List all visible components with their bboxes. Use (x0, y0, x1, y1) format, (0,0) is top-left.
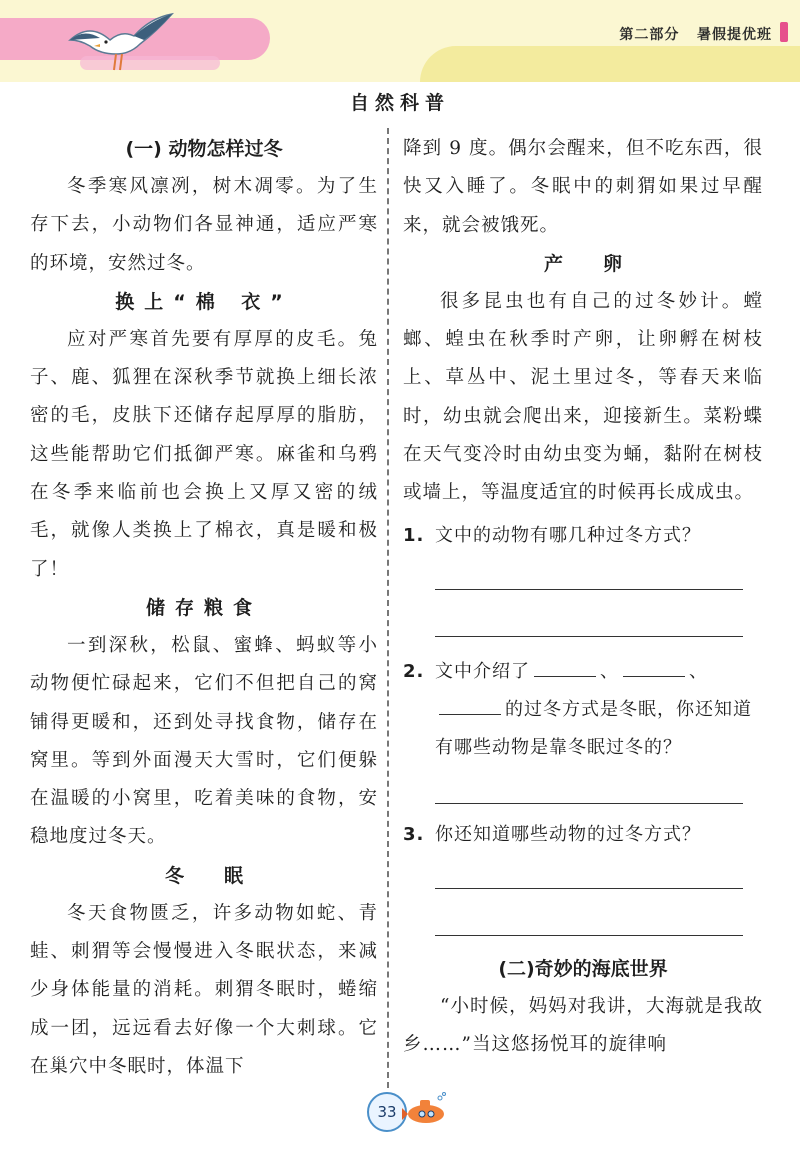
section-title: (一) 动物怎样过冬 (125, 138, 283, 160)
heading-food: 储存粮食 (145, 596, 262, 619)
intro-paragraph: 冬季寒风凛冽，树木凋零。为了生存下去，小动物们各显神通，适应严寒的环境，安然过冬。 (30, 176, 378, 274)
question-text: 你还知道哪些动物的过冬方式？ (435, 823, 701, 845)
decorative-yellow-swash (420, 46, 800, 82)
right-column (403, 130, 763, 1064)
question-number: 2. (403, 660, 425, 682)
question-2 (403, 653, 763, 767)
heading-hibernate: 冬眠 (164, 864, 283, 887)
question-number: 1. (403, 524, 425, 546)
question-text: 文中的动物有哪几种过冬方式？ (435, 524, 701, 546)
question-text-wrapper (435, 653, 763, 767)
question-text: 文中介绍了 (435, 660, 530, 682)
paragraph-continued: 降到 9 度。偶尔会醒来，但不吃东西，很快又入睡了。冬眠中的刺猬如果过早醒来，就会被饿死。 (403, 138, 763, 236)
question-number: 3. (403, 823, 425, 845)
submarine-icon (400, 1092, 448, 1126)
page-number: 33 (367, 1092, 407, 1132)
page-title: 自然科普 (349, 92, 450, 114)
section-title: (二)奇妙的海底世界 (498, 957, 668, 980)
paragraph-food: 一到深秋，松鼠、蜜蜂、蚂蚁等小动物便忙碌起来，它们不但把自己的窝铺得更暖和，还到处寻找食物，储存在窝里。等到外面漫天大雪时，它们便躲在温暖的小窝里，吃着美味的食物，安稳地度过冬天。 (30, 634, 378, 848)
column-divider (387, 128, 389, 1088)
blank-field[interactable] (439, 694, 501, 715)
answer-line[interactable] (435, 935, 743, 936)
left-column (30, 130, 378, 1086)
seagull-icon (60, 10, 180, 80)
paragraph-sea: “小时候，妈妈对我讲，大海就是我故乡……”当这悠扬悦耳的旋律响 (403, 995, 763, 1055)
header-section-label: 第二部分 暑假提优班 (619, 27, 772, 43)
answer-line[interactable] (435, 803, 743, 804)
blank-field[interactable] (623, 656, 685, 677)
header-marker (780, 22, 788, 42)
paragraph-eggs: 很多昆虫也有自己的过冬妙计。螳螂、蝗虫在秋季时产卵，让卵孵在树枝上、草丛中、泥土里过冬，等春天来临时，幼虫就会爬出来，迎接新生。菜粉蝶在天气变冷时由幼虫变为蛹，黏附在树枝或墙上，等温度适宜的时候再长成成虫。 (403, 290, 763, 504)
question-3 (403, 816, 763, 854)
header-band (0, 0, 800, 82)
separator: 、 (689, 660, 708, 682)
answer-line[interactable] (435, 636, 743, 637)
paragraph-hibernate: 冬天食物匮乏，许多动物如蛇、青蛙、刺猬等会慢慢进入冬眠状态，来减少身体能量的消耗。刺猬冬眠时，蜷缩成一团，远远看去好像一个大刺球。它在巢穴中冬眠时，体温下 (30, 902, 378, 1077)
question-1 (403, 517, 763, 555)
separator: 、 (600, 660, 619, 682)
heading-coat: 换上“棉 衣” (115, 290, 293, 313)
blank-field[interactable] (534, 656, 596, 677)
heading-eggs: 产卵 (543, 252, 662, 275)
paragraph-coat: 应对严寒首先要有厚厚的皮毛。兔子、鹿、狐狸在深秋季节就换上细长浓密的毛，皮肤下还储存起厚厚的脂肪，这些能帮助它们抵御严寒。麻雀和乌鸦在冬季来临前也会换上又厚又密的绒毛，就像人类换上了棉衣，真是暖和极了！ (30, 328, 378, 580)
question-text: 的过冬方式是冬眠，你还知道有哪些动物是靠冬眠过冬的？ (435, 698, 752, 758)
